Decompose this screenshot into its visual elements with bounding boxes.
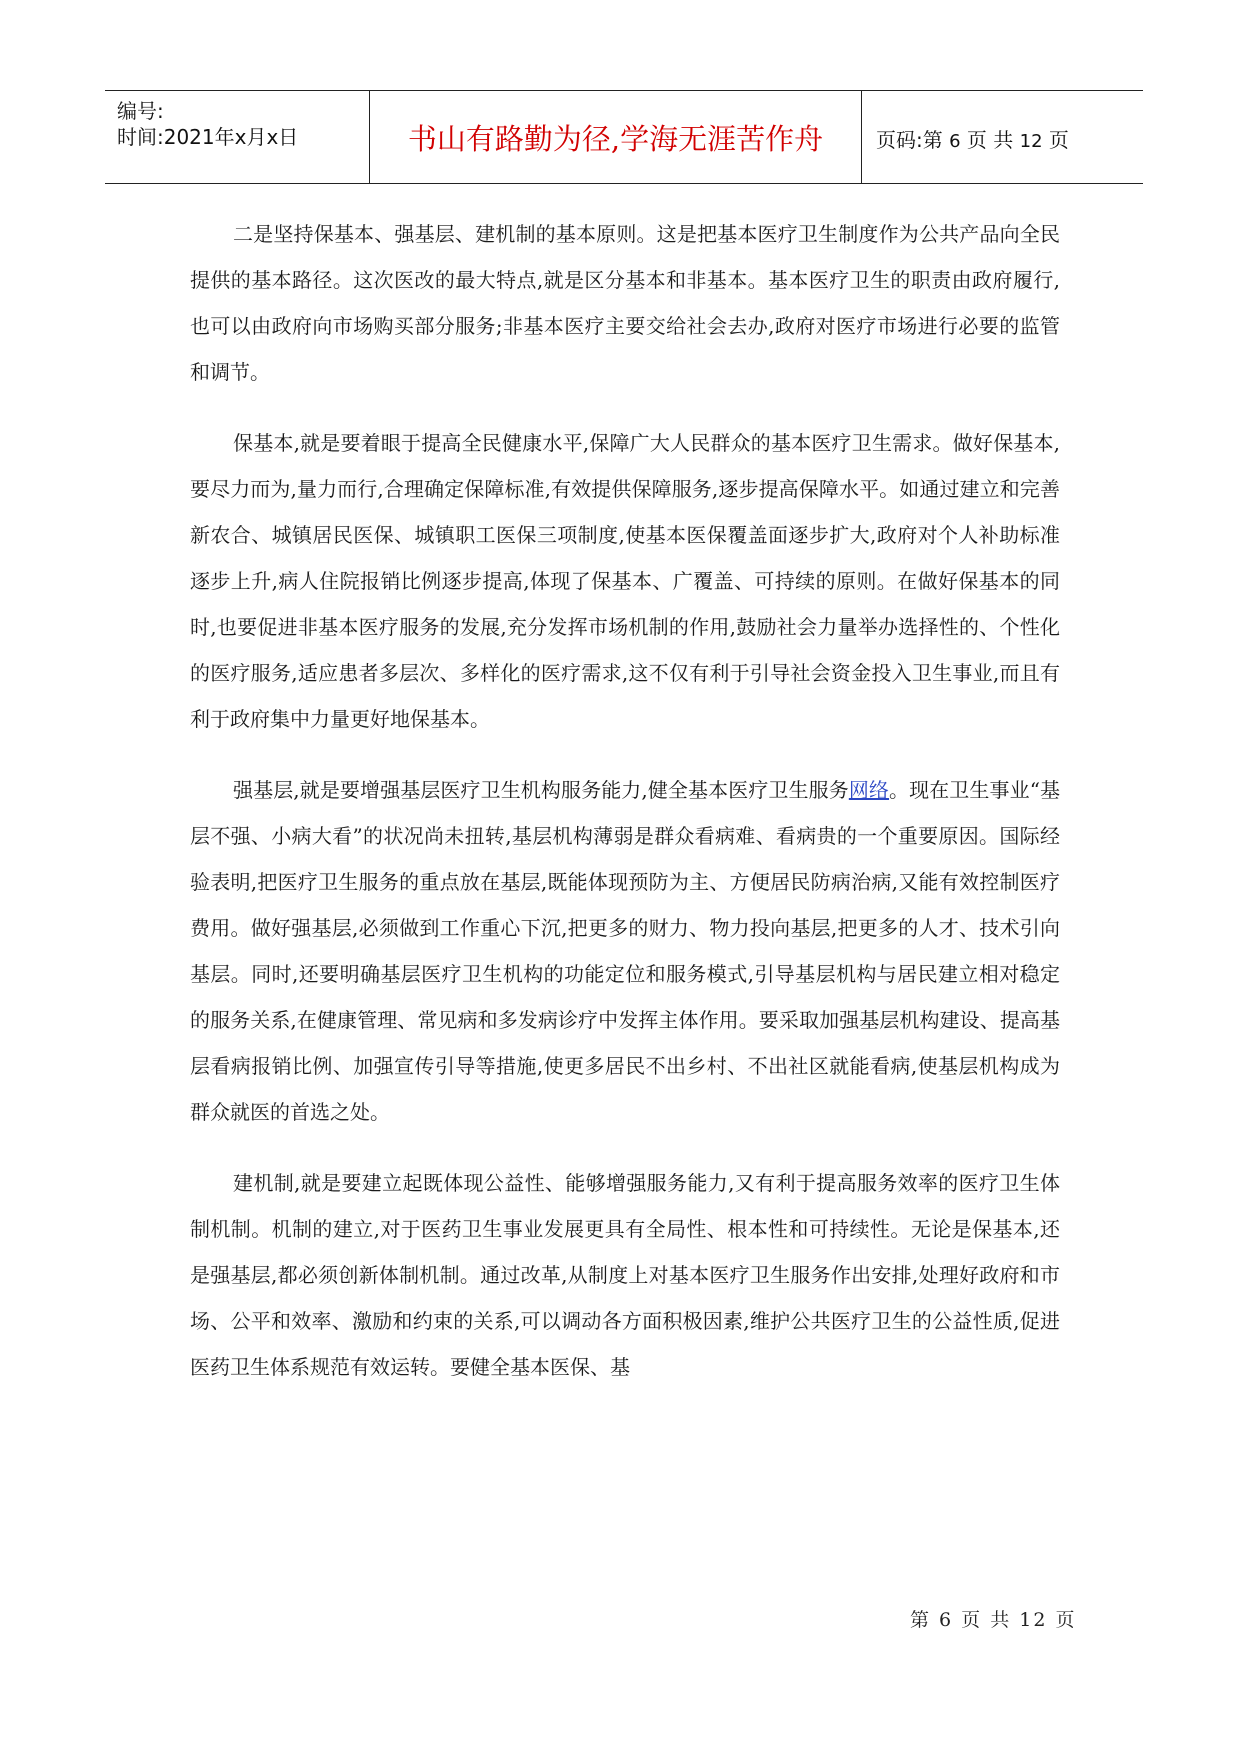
document-time-label: 时间:2021年x月x日 — [117, 125, 299, 149]
page-footer: 第 6 页 共 12 页 — [910, 1609, 1077, 1631]
paragraph-build-mechanism: 建机制,就是要建立起既体现公益性、能够增强服务能力,又有利于提高服务效率的医疗卫生体制机制。机制的建立,对于医药卫生事业发展更具有全局性、根本性和可持续性。无论是保基本,还是强基层,都必须创新体制机制。通过改革,从制度上对基本医疗卫生服务作出安排,处理好政府和市场、公平和效率、激励和约束的关系,可以调动各方面积极因素,维护公共医疗卫生的公益性质,促进医药卫生体系规范有效运转。要健全基本医保、基 — [190, 1171, 1060, 1379]
document-header — [105, 90, 1143, 184]
paragraph-strengthen-grassroots — [190, 767, 1060, 1135]
header-motto: 书山有路勤为径,学海无涯苦作舟 — [407, 122, 824, 156]
page-mid: 页 共 — [966, 128, 1014, 152]
paragraph-basic-protection: 保基本,就是要着眼于提高全民健康水平,保障广大人民群众的基本医疗卫生需求。做好保基本,要尽力而为,量力而行,合理确定保障标准,有效提供保障服务,逐步提高保障水平。如通过建立和完善新农合、城镇居民医保、城镇职工医保三项制度,使基本医保覆盖面逐步扩大,政府对个人补助标准逐步上升,病人住院报销比例逐步提高,体现了保基本、广覆盖、可持续的原则。在做好保基本的同时,也要促进非基本医疗服务的发展,充分发挥市场机制的作用,鼓励社会力量举办选择性的、个性化的医疗服务,适应患者多层次、多样化的医疗需求,这不仅有利于引导社会资金投入卫生事业,而且有利于政府集中力量更好地保基本。 — [190, 431, 1060, 731]
paragraph-text: 。现在卫生事业“基层不强、小病大看”的状况尚未扭转,基层机构薄弱是群众看病难、看病贵的一个重要原因。国际经验表明,把医疗卫生服务的重点放在基层,既能体现预防为主、方便居民防病治病,又能有效控制医疗费用。做好强基层,必须做到工作重心下沉,把更多的财力、物力投向基层,把更多的人才、技术引向基层。同时,还要明确基层医疗卫生机构的功能定位和服务模式,引导基层机构与居民建立相对稳定的服务关系,在健康管理、常见病和多发病诊疗中发挥主体作用。要采取加强基层机构建设、提高基层看病报销比例、加强宣传引导等措施,使更多居民不出乡村、不出社区就能看病,使基层机构成为群众就医的首选之处。 — [190, 778, 1061, 1124]
document-number-label: 编号: — [117, 99, 164, 123]
header-motto-cell — [370, 91, 862, 183]
paragraph-text: 强基层,就是要增强基层医疗卫生机构服务能力,健全基本医疗卫生服务 — [233, 778, 849, 802]
network-link[interactable]: 网络 — [848, 778, 890, 802]
header-page-info — [876, 124, 1069, 153]
paragraph-principles: 二是坚持保基本、强基层、建机制的基本原则。这是把基本医疗卫生制度作为公共产品向全民提供的基本路径。这次医改的最大特点,就是区分基本和非基本。基本医疗卫生的职责由政府履行,也可以由政府向市场购买部分服务;非基本医疗主要交给社会去办,政府对医疗市场进行必要的监管和调节。 — [190, 222, 1060, 384]
page-current: 6 — [949, 131, 961, 152]
page-total: 12 — [1019, 131, 1043, 152]
page-prefix: 页码:第 — [876, 128, 943, 152]
header-meta-cell — [105, 91, 370, 183]
document-body — [190, 211, 1060, 1390]
header-page-cell — [862, 91, 1143, 183]
page-suffix: 页 — [1048, 128, 1069, 152]
